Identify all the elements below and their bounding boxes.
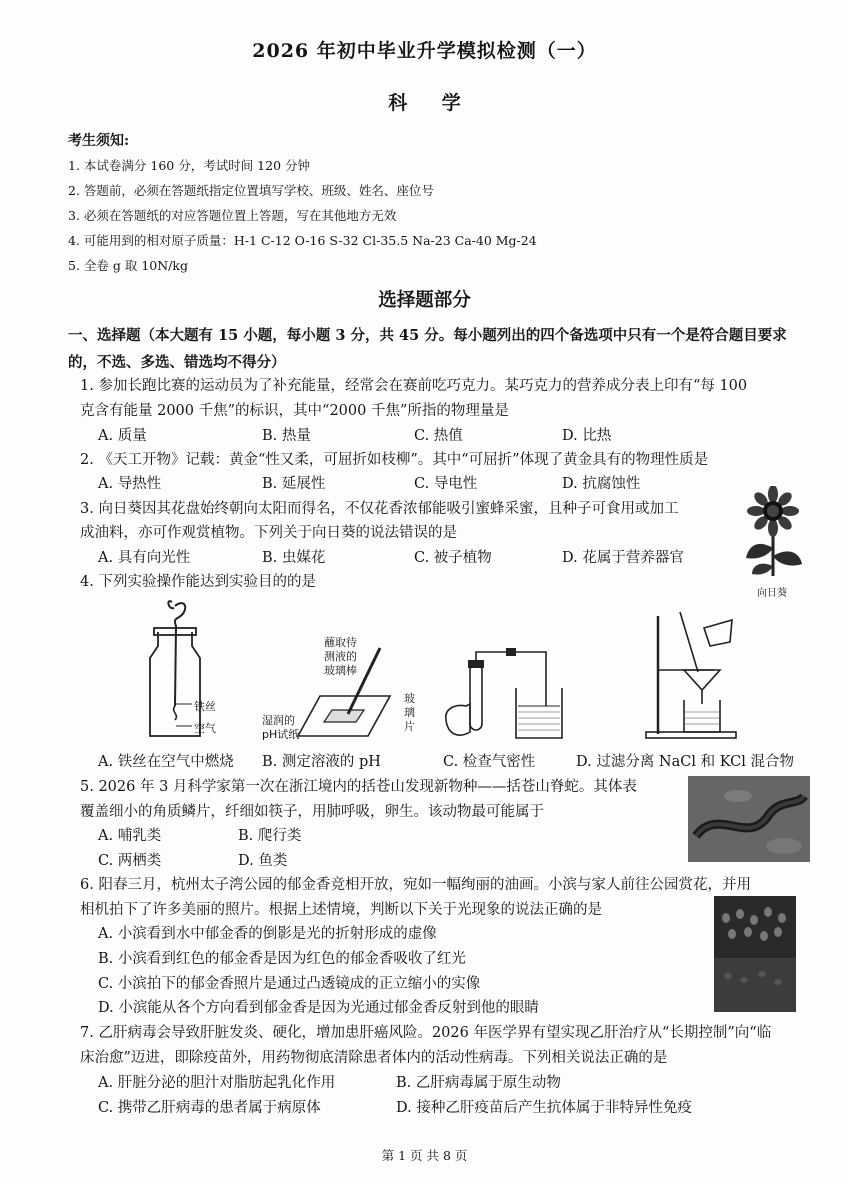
question-2-text: 2. 《天工开物》记载：黄金“性又柔，可屈折如枝柳”。其中“可屈折”体现了黄金具有的物理性质是 (80, 452, 709, 468)
question-4-text: 4. 下列实验操作能达到实验目的的是 (80, 574, 316, 590)
question-5-option-c: C. 两栖类 (98, 853, 162, 869)
tulip-photo (714, 896, 796, 1012)
section-description: 一、选择题（本大题有 15 小题，每小题 3 分，共 45 分。每小题列出的四个备选项中只有一个是符合题目要求的，不选、多选、错选均不得分） (68, 327, 787, 371)
question-1-text: 克含有能量 2000 千焦”的标识，其中“2000 千焦”所指的物理量是 (80, 403, 509, 419)
sunflower-illustration (738, 486, 808, 582)
label-iron-wire: 铁丝 (194, 700, 216, 713)
question-7-text: 床治愈”迈进，即除疫苗外，用药物彻底清除患者体内的活动性病毒。下列相关说法正确的是 (80, 1050, 668, 1066)
question-1-option-b: B. 热量 (262, 428, 311, 444)
question-3-option-d: D. 花属于营养器官 (562, 550, 684, 566)
notice-item: 5. 全卷 g 取 10N/kg (68, 258, 188, 273)
page-title: 2026 年初中毕业升学模拟检测（一） (252, 40, 597, 62)
label-rod-1: 蘸取待 (324, 636, 357, 649)
question-5-option-a: A. 哺乳类 (98, 828, 162, 844)
question-1-option-a: A. 质量 (98, 428, 147, 444)
label-ph-paper (262, 714, 299, 742)
notice-title: 考生须知: (68, 133, 130, 149)
question-6-option-c: C. 小滨拍下的郁金香照片是通过凸透镜成的正立缩小的实像 (98, 976, 481, 992)
question-3-text: 成油料，亦可作观赏植物。下列关于向日葵的说法错误的是 (80, 525, 457, 541)
question-4-option-d: D. 过滤分离 NaCl 和 KCl 混合物 (576, 754, 795, 770)
question-7-option-d: D. 接种乙肝疫苗后产生抗体属于非特异性免疫 (396, 1100, 692, 1116)
label-rod-2: 测液的 (324, 650, 357, 663)
question-7-option-b: B. 乙肝病毒属于原生动物 (396, 1075, 561, 1091)
label-glass-3: 片 (404, 720, 415, 733)
label-glass-1: 玻 (404, 692, 415, 705)
question-3-option-c: C. 被子植物 (414, 550, 492, 566)
label-glass-rod (324, 636, 357, 678)
question-1-text: 1. 参加长跑比赛的运动员为了补充能量，经常会在赛前吃巧克力。某巧克力的营养成分表上印有“每 100 (80, 378, 748, 394)
notice-item: 2. 答题前，必须在答题纸指定位置填写学校、班级、姓名、座位号 (68, 183, 434, 198)
subject-title: 科 学 (388, 92, 475, 114)
page-footer: 第 1 页 共 8 页 (381, 1148, 468, 1163)
question-5-option-b: B. 爬行类 (238, 828, 302, 844)
notice-item: 4. 可能用到的相对原子质量：H-1 C-12 O-16 S-32 Cl-35.5 Na-23 Ca-40 Mg-24 (68, 233, 537, 248)
figure-d-filtration (640, 608, 750, 742)
question-2-option-d: D. 抗腐蚀性 (562, 476, 641, 492)
question-1-option-c: C. 热值 (414, 428, 463, 444)
question-5-text: 5. 2026 年 3 月科学家第一次在浙江境内的括苍山发现新物种——括苍山脊蛇。其体表 (80, 779, 637, 795)
question-3-option-a: A. 具有向光性 (98, 550, 191, 566)
label-paper-2: pH试纸 (262, 728, 300, 741)
question-7-option-c: C. 携带乙肝病毒的患者属于病原体 (98, 1100, 321, 1116)
question-6-text: 相机拍下了许多美丽的照片。根据上述情境，判断以下关于光现象的说法正确的是 (80, 902, 602, 918)
question-3-option-b: B. 虫媒花 (262, 550, 326, 566)
figure-c-airtightness (436, 646, 566, 742)
label-rod-3: 玻璃棒 (324, 664, 357, 677)
question-5-option-d: D. 鱼类 (238, 853, 288, 869)
question-6-text: 6. 阳春三月，杭州太子湾公园的郁金香竞相开放，宛如一幅绚丽的油画。小滨与家人前往公园赏花，并用 (80, 877, 751, 893)
question-6-option-b: B. 小滨看到红色的郁金香是因为红色的郁金香吸收了红光 (98, 951, 466, 967)
question-4-option-c: C. 检查气密性 (443, 754, 536, 770)
question-3-text: 3. 向日葵因其花盘始终朝向太阳而得名，不仅花香浓郁能吸引蜜蜂采蜜，且种子可食用或加工 (80, 501, 679, 517)
question-2-option-c: C. 导电性 (414, 476, 478, 492)
question-7-text: 7. 乙肝病毒会导致肝脏发炎、硬化，增加患肝癌风险。2026 年医学界有望实现乙肝治疗从“长期控制”向“临 (80, 1025, 772, 1041)
label-air: 空气 (194, 722, 216, 735)
question-6-option-a: A. 小滨看到水中郁金香的倒影是光的折射形成的虚像 (98, 926, 437, 942)
section-title: 选择题部分 (378, 290, 471, 311)
notice-item: 3. 必须在答题纸的对应答题位置上答题，写在其他地方无效 (68, 208, 397, 223)
label-glass-plate (404, 692, 415, 734)
label-glass-2: 璃 (404, 706, 415, 719)
question-4-option-a: A. 铁丝在空气中燃烧 (98, 754, 234, 770)
question-4-option-b: B. 测定溶液的 pH (262, 754, 381, 770)
sunflower-caption: 向日葵 (757, 588, 787, 599)
question-6-option-d: D. 小滨能从各个方向看到郁金香是因为光通过郁金香反射到他的眼睛 (98, 1000, 539, 1016)
question-1-option-d: D. 比热 (562, 428, 612, 444)
question-7-option-a: A. 肝脏分泌的胆汁对脂肪起乳化作用 (98, 1075, 336, 1091)
notice-item: 1. 本试卷满分 160 分，考试时间 120 分钟 (68, 158, 311, 173)
question-2-option-a: A. 导热性 (98, 476, 162, 492)
question-5-text: 覆盖细小的角质鳞片，纤细如筷子，用肺呼吸，卵生。该动物最可能属于 (80, 804, 544, 820)
snake-photo (688, 776, 810, 862)
label-paper-1: 湿润的 (262, 714, 295, 727)
question-2-option-b: B. 延展性 (262, 476, 326, 492)
